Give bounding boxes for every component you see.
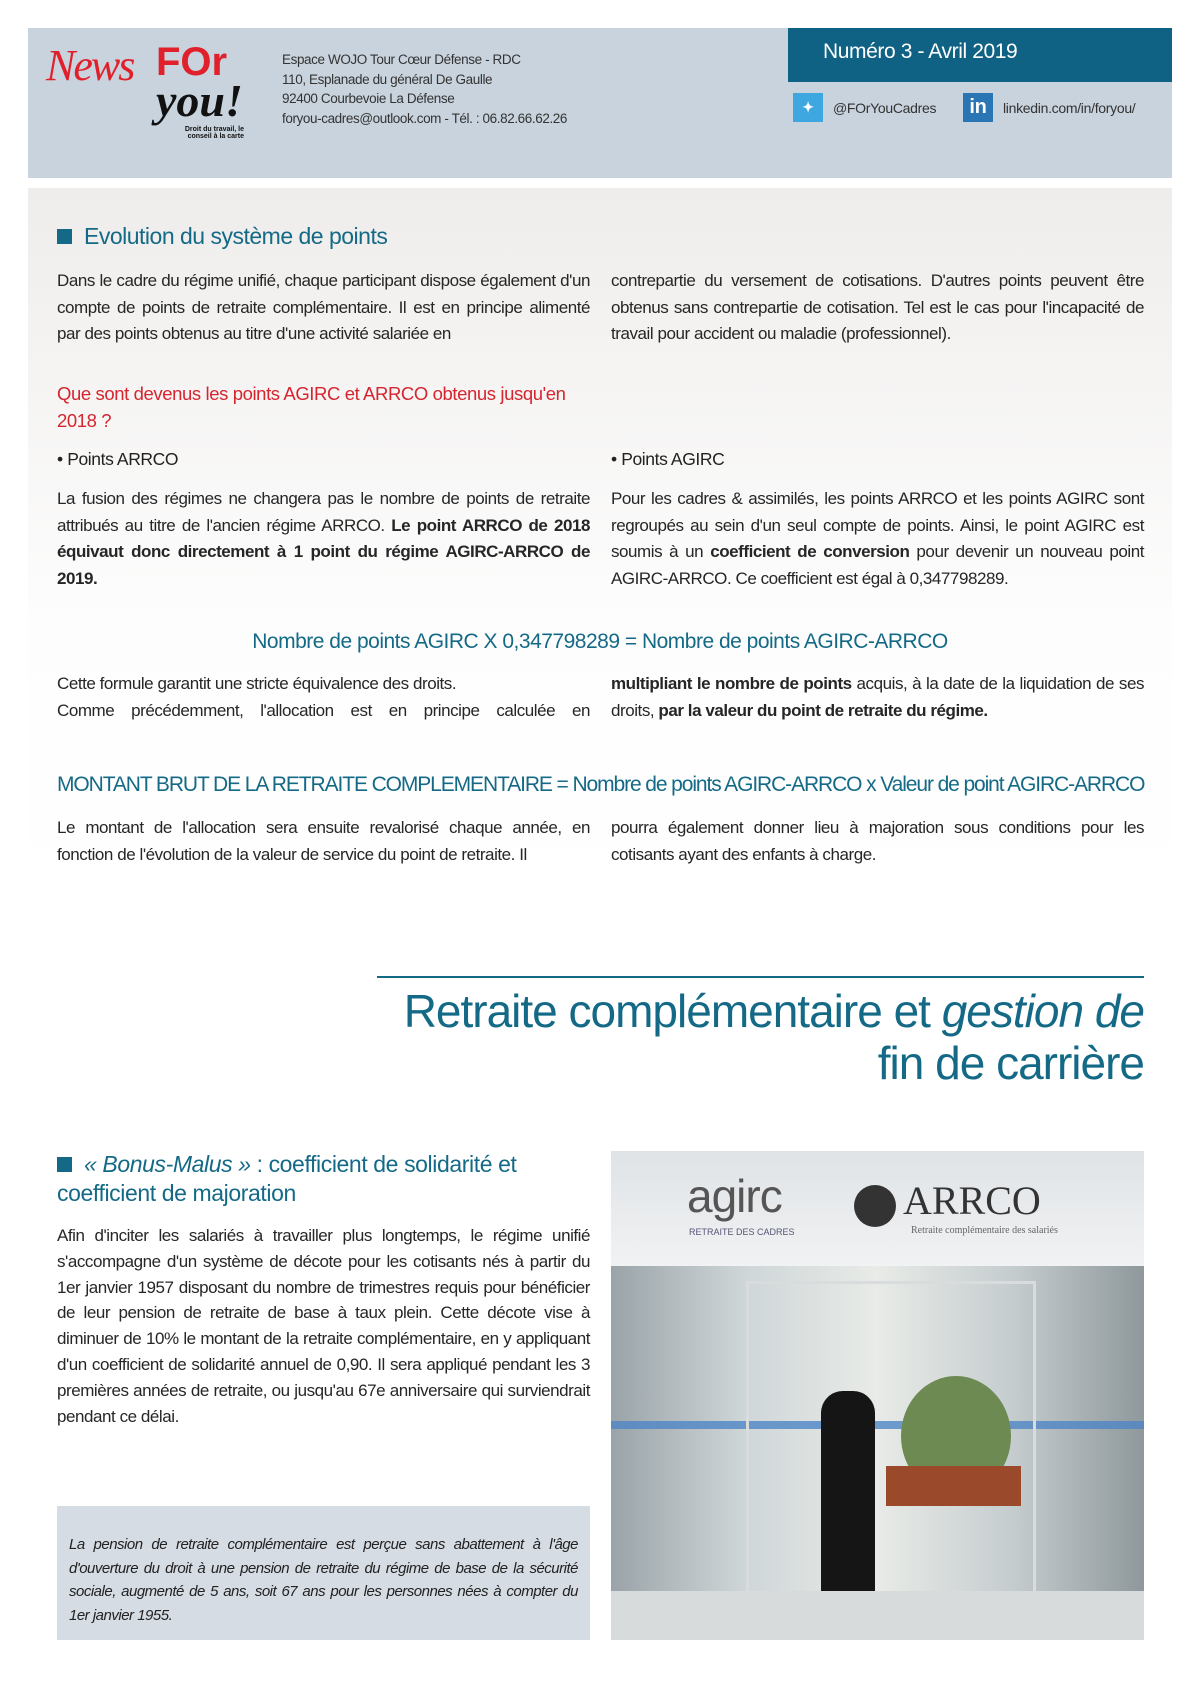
title-rule	[377, 976, 1144, 978]
address-line: 110, Esplanade du général De Gaulle	[282, 71, 493, 87]
text: : coefficient de solidarité et coefficient de majoration	[57, 1151, 517, 1206]
bold-text: Le point ARRCO de 2018 équivaut donc directement à 1 point du régime AGIRC-ARRCO de 2019.	[57, 515, 590, 588]
address-line: 92400 Courbevoie La Défense	[282, 91, 455, 106]
agirc-text	[611, 486, 1144, 592]
bonus-malus-body: Afin d'inciter les salariés à travailler plus longtemps, le régime unifié s'accompagne d'un système de décote pour les cotisants nés à partir du 1er janvier 1957 disposant du nombre de trimestres requis pour bénéficier de leur pension de retraite de base à taux plein. Cette décote vise à diminuer de 10% le montant de la retraite complémentaire, en y appliquant d'un coefficient de solidarité annuel de 0,90. Il sera appliqué pendant les 3 premières années de retraite, ou jusqu'au 67e anniversaire qui surviendrait pendant ce délai.	[57, 1226, 590, 1426]
text: acquis, à la date de la liquidation de ses droits,	[611, 674, 1145, 720]
agirc-title: • Points AGIRC	[611, 449, 725, 469]
address-line: Espace WOJO Tour Cœur Défense - RDC	[282, 52, 521, 67]
text: La fusion des régimes ne changera pas le nombre de points de retraite attribués au titre de l'ancien régime ARRCO.	[57, 489, 590, 535]
agirc-sign: agirc	[687, 1170, 782, 1222]
revaluation-right: pourra également donner lieu à majoration sous conditions pour les cotisants ayant des enfants à charge.	[611, 818, 1144, 864]
bold-text: par la valeur du point de retraite du régime.	[658, 700, 988, 720]
bold-text: coefficient de conversion	[710, 542, 910, 561]
question-heading: Que sont devenus les points AGIRC et ARRCO obtenus jusqu'en 2018 ?	[57, 383, 566, 431]
calc-left	[57, 671, 590, 724]
contact-email-phone[interactable]: foryou-cadres@outlook.com - Tél. : 06.82.66.62.26	[282, 110, 568, 126]
twitter-icon: ✦	[793, 93, 823, 122]
arrco-sign: ARRCO	[903, 1178, 1041, 1223]
square-bullet-icon	[57, 229, 72, 244]
logo-for: FOr	[156, 40, 228, 84]
revaluation-left: Le montant de l'allocation sera ensuite revalorisé chaque année, en fonction de l'évolution de la valeur de service du point de retraite. Il	[57, 818, 590, 864]
bold-text: multipliant le nombre de points	[611, 674, 852, 693]
square-bullet-icon	[57, 1157, 72, 1172]
heading-text: Evolution du système de points	[84, 223, 388, 249]
italic-text: « Bonus-Malus »	[84, 1151, 251, 1177]
linkedin-link[interactable]	[963, 93, 1135, 122]
logo-news: News	[46, 41, 134, 90]
news-for-you-logo	[46, 40, 271, 155]
agirc-sign-sub: RETRAITE DES CADRES	[689, 1227, 795, 1237]
conversion-formula: Nombre de points AGIRC X 0,347798289 = Nombre de points AGIRC-ARRCO	[252, 630, 948, 653]
planter	[886, 1466, 1021, 1506]
logo-tagline: Droit du travail, le conseil à la carte	[184, 126, 244, 140]
italic-text: gestion de	[941, 985, 1144, 1037]
note-box: La pension de retraite complémentaire est perçue sans abattement à l'âge d'ouverture du droit à une pension de retraite du régime de base de la sécurité sociale, augmenté de 5 ans, soit 67 ans pour les personnes nées à compter du 1er janvier 1955.	[57, 1506, 590, 1640]
text: Comme précédemment, l'allocation est en principe calculée en	[57, 700, 590, 720]
arrco-title: • Points ARRCO	[57, 449, 179, 469]
text: Pour les cadres & assimilés, les points ARRCO et les points AGIRC sont regroupés au sein d'un seul compte de points. Ainsi, le point AGIRC est soumis à un	[611, 489, 1144, 561]
gross-amount-formula: MONTANT BRUT DE LA RETRAITE COMPLEMENTAIRE = Nombre de points AGIRC-ARRCO x Valeur de point AGIRC-ARRCO	[57, 773, 1145, 796]
text: Cette formule garantit une stricte équivalence des droits.	[57, 674, 457, 693]
linkedin-icon: in	[963, 93, 993, 122]
arrco-sign-sub: Retraite complémentaire des salariés	[911, 1225, 1058, 1236]
agirc-arrco-entrance-photo	[611, 1151, 1144, 1640]
floor	[611, 1591, 1144, 1640]
bonus-malus-heading	[57, 1150, 590, 1208]
intro-right: contrepartie du versement de cotisations. D'autres points peuvent être obtenus sans contrepartie de cotisation. Tel est le cas pour l'incapacité de travail pour accident ou maladie (professionnel).	[611, 271, 1144, 343]
person-silhouette	[821, 1391, 875, 1601]
arrco-text	[57, 486, 590, 592]
calc-right	[611, 671, 1144, 724]
text: fin de carrière	[877, 1037, 1144, 1089]
twitter-link[interactable]	[793, 93, 936, 122]
intro-left: Dans le cadre du régime unifié, chaque participant dispose également d'un compte de points de retraite complémentaire. Il est en principe alimenté par des points obtenus au titre d'une activité salariée en	[57, 271, 590, 343]
linkedin-url[interactable]: linkedin.com/in/foryou/	[1003, 99, 1136, 116]
contact-address	[282, 50, 567, 128]
logo-you: you!	[156, 75, 243, 126]
twitter-handle[interactable]: @FOrYouCadres	[833, 99, 937, 116]
section-heading	[57, 223, 387, 250]
text: pour devenir un nouveau point AGIRC-ARRCO. Ce coefficient est égal à 0,347798289.	[611, 542, 1144, 588]
text: Retraite complémentaire et	[403, 985, 942, 1037]
issue-number: Numéro 3 - Avril 2019	[788, 28, 1172, 82]
arrco-logo-icon	[854, 1185, 896, 1227]
page-title	[404, 985, 1144, 1089]
